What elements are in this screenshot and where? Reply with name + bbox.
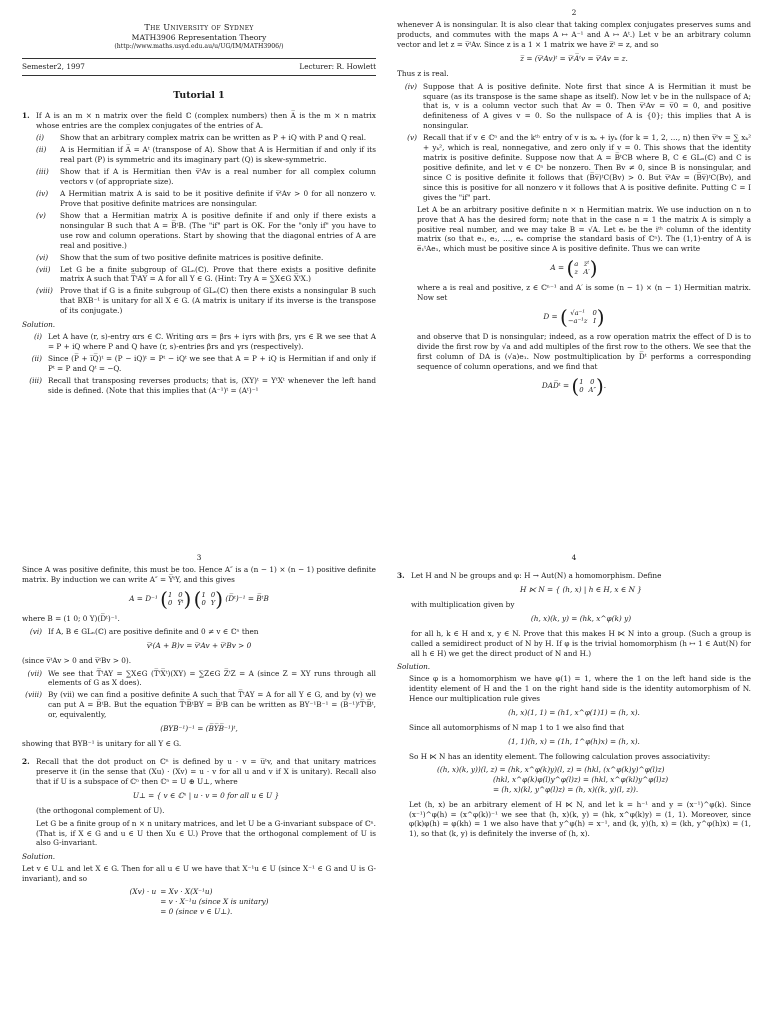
equation-lhs: DAD̅ᵗ = [541, 380, 570, 390]
semester-label: Semester2, 1997 [22, 61, 85, 71]
paragraph: Let G be a finite group of n × n unitary matrices, and let U be a G-invariant subspace of ℂⁿ. (That is, if X ∈ G and u ∈ U then Xu ∈ U.) Prove that the orthogonal complement of U is also G-invariant. [36, 818, 376, 848]
equation-line: = (h, x)(kl, y^φ(l)z) = (h, x)((k, y)(l, z)). [493, 784, 639, 794]
align-lhs [130, 907, 157, 917]
list-item [36, 189, 376, 209]
matrix-cell: I [593, 317, 596, 326]
equation: (BYB⁻¹)⁻¹ = (B̅Y̅B̅⁻¹)ᵗ, [160, 724, 238, 734]
matrix-cell: 0 [579, 385, 584, 394]
paragraph: (the orthogonal complement of U). [36, 805, 165, 815]
matrix-cell: Y [210, 598, 216, 607]
matrix-equation [22, 586, 376, 611]
page-number: 3 [196, 553, 202, 562]
question-2 [22, 757, 376, 848]
item-number: (viii) [36, 286, 53, 296]
page-number: 4 [571, 553, 577, 562]
list-item [22, 332, 376, 352]
equation: z̅ = (v̅ᵗAv)ᵗ = v̅ᵗA̅ᵗv = v̅ᵗAv = z. [520, 53, 628, 63]
item-number: (ii) [31, 353, 42, 363]
aligned-equations [22, 887, 376, 917]
list-item [36, 211, 376, 251]
matrix: ( √a⁻¹ 0 −a⁻¹z I ) [560, 305, 605, 330]
matrix: ( 1 0 0 A″ ) [571, 373, 604, 398]
page-2 [397, 8, 751, 508]
question-3 [397, 571, 751, 658]
matrix-cell: 0 [201, 598, 206, 607]
item-text: Suppose that A is positive definite. Note first that since A is Hermitian it must be square (as its transpose is the same shape as itself). Now let v be in the nullspace of A; that is, v is a column vector such that Av = 0. Then v̅ᵗAv = v̅0 = 0, and positive definiteness of A gives v = 0. So the nullspace of A is {0}; this implies that A is nonsingular. [423, 81, 751, 131]
equation: H ⋉ N = { (h, x) | h ∈ H, x ∈ N } [520, 584, 642, 594]
item-text: If A, B ∈ GLₙ(ℂ) are positive definite and 0 ≠ v ∈ ℂⁿ then [48, 626, 259, 636]
equation-lhs: D = [543, 312, 558, 322]
align-lhs [130, 897, 157, 907]
list-item [36, 265, 376, 285]
item-number: (iv) [36, 189, 49, 199]
question-intro: If A is an m × n matrix over the field ℂ (complex numbers) then A̅ is the m × n matrix whose entries are the complex conjugates of the entries of A. [36, 110, 376, 130]
equation-lhs: A = [550, 263, 565, 273]
align-rhs: = v · X⁻¹u (since X is unitary) [160, 897, 269, 907]
matrix-cell: 0 [592, 308, 597, 317]
matrix-equation-a [397, 256, 751, 281]
list-item [36, 133, 376, 143]
matrix-cell: 0 [178, 590, 183, 599]
paragraph: (since v̅ᵗAv > 0 and v̅ᵗBv > 0). [22, 655, 132, 665]
item-number: (iv) [404, 81, 417, 91]
question-1 [22, 111, 376, 317]
paragraph: Since all automorphisms of N map 1 to 1 we also find that [409, 723, 625, 733]
matrix-cell: z̅ᵗ [583, 260, 590, 269]
item-text: Let G be a finite subgroup of GLₙ(ℂ). Prove that there exists a positive definite matrix A such that T̅ᵗAY = A for all Y ∈ G. (Hint: Try A = ∑X∈G X̅ᵗX.) [60, 264, 376, 284]
item-text: Prove that if G is a finite subgroup of GLₙ(ℂ) then there exists a nonsingular B such that BXB⁻¹ is unitary for all X ∈ G. (A matrix is unitary if its inverse is the transpose of its conjugate.) [60, 286, 376, 316]
matrix-cell: 0 [590, 377, 595, 386]
matrix-cell: A″ [588, 385, 596, 394]
item-text: Since (P̅ + i̅Q̅)ᵗ = (P − iQ)ᵗ = Pᵗ − iQᵗ we see that A = P + iQ is Hermitian if and only if Pᵗ = P and Qᵗ = −Q. [48, 353, 376, 373]
item-number: (vii) [36, 264, 51, 274]
align-lhs: (Xv) · u [129, 887, 157, 897]
item-number: (vii) [27, 668, 42, 678]
page-4 [397, 553, 751, 1021]
paragraph: Since φ is a homomorphism we have φ(1) = 1, where the 1 on the left hand side is the identity element of H and the 1 on the right hand side is the identity automorphism of N. Hence our multiplication rule gives [409, 674, 751, 704]
paragraph: whenever A is nonsingular. It is also clear that taking complex conjugates preserves sums and products, and commutes with the maps A ↦ A⁻¹ and A ↦ Aᵗ.) Let v be an arbitrary column vector and let z = v̅ᵗAv. Since z is a 1 × 1 matrix we have z̅ᵗ = z, and so [397, 20, 751, 49]
university-name: The University of Sydney [144, 22, 254, 32]
solution-items [22, 332, 376, 396]
question-number: 1. [22, 110, 30, 120]
item-text: A is Hermitian if A̅ = Aᵗ (transpose of A). Show that A is Hermitian if and only if its real part (P) is symmetric and its imaginary part (Q) is skew-symmetric. [60, 145, 376, 165]
equation: v̅ᵗ(A + B)v = v̅ᵗAv + v̅ᵗBv > 0 [146, 640, 252, 650]
course-title: MATH3906 Representation Theory [131, 33, 267, 43]
item-text: We see that T̅ᵗAY = ∑X∈G (T̅ᵗX̅ᵗ)(XY) = ∑Z∈G Z̅ᵗZ = A (since Z = XY runs through all elements of G as X does). [48, 668, 376, 688]
align-rhs: = Xv · X(X⁻¹u) [160, 887, 213, 897]
solution-heading: Solution. [22, 320, 56, 330]
item-text: Let A have (r, s)-entry αrs ∈ ℂ. Writing αrs = βrs + iγrs with βrs, γrs ∈ ℝ we see that A = P + iQ where P and Q have (r, s)-entries βrs and γrs (respectively). [48, 332, 376, 351]
list-item [22, 669, 376, 689]
item-number: (iii) [36, 167, 49, 177]
item-number: (ii) [36, 145, 47, 155]
paragraph: Since A was positive definite, this must be too. Hence A″ is a (n − 1) × (n − 1) positive definite matrix. By induction we can write A″ = Y̅ᵗY, and this gives [22, 565, 376, 584]
equation-line: ((h, x)(k, y))(l, z) = (hk, x^φ(k)y)(l, z) = (hkl, (x^φ(k)y)^φ(l)z) [437, 764, 665, 774]
solution-heading: Solution. [22, 852, 56, 862]
item-text: Show that a Hermitian matrix A is positive definite if and only if there exists a nonsingular B such that A = B̅ᵗB. (The "if" part is OK. For the "only if" you have to use row and column operations. Start by showing that the diagonal entries of A are real and positive.) [60, 210, 376, 250]
associativity-equations [397, 765, 751, 795]
paragraph: where B = (1 0; 0 Y)(D̅ᵗ)⁻¹. [22, 613, 120, 623]
item-number: (vi) [29, 626, 42, 636]
item-text: A Hermitian matrix A is said to be it positive definite if v̅ᵗAv > 0 for all nonzero v. Prove that positive definite matrices are nonsingular. [60, 189, 376, 208]
align-rhs: = 0 (since v ∈ U⊥). [160, 906, 233, 916]
question-text: Let H and N be groups and φ: H → Aut(N) a homomorphism. Define [411, 571, 662, 580]
matrix-equation-dad [397, 373, 751, 398]
list-item [36, 253, 376, 263]
item-number: (viii) [25, 690, 42, 700]
matrix-cell: 0 [167, 598, 173, 607]
matrix-cell: A′ [583, 268, 590, 277]
matrix: ( a z̅ᵗ z A′ ) [566, 256, 598, 281]
list-item [36, 167, 376, 187]
matrix-equation-d [397, 305, 751, 330]
equation-tail: . [603, 380, 607, 390]
paragraph: Thus z is real. [397, 68, 449, 78]
item-number: (v) [36, 210, 46, 220]
matrix-cell: 0 [210, 590, 216, 599]
equation: U⊥ = { v ∈ ℂⁿ | u · v = 0 for all u ∈ U } [132, 790, 280, 800]
equation-lhs: A = D⁻¹ [129, 593, 158, 603]
matrix: ( 1 0 0 Y ) [193, 586, 224, 611]
item-number: (i) [33, 332, 42, 342]
matrix-cell: 1 [167, 590, 173, 599]
solution-heading: Solution. [397, 662, 431, 672]
equation: (h, x)(1, 1) = (h1, x^φ(1)1) = (h, x). [508, 708, 640, 718]
list-item [22, 627, 376, 637]
page-header [22, 22, 376, 52]
matrix-cell: a [574, 260, 579, 269]
list-item [22, 376, 376, 396]
equation: (h, x)(k, y) = (hk, x^φ(k) y) [530, 613, 632, 623]
question-number: 2. [22, 756, 30, 766]
page-1 [22, 8, 376, 508]
list-item [397, 82, 751, 132]
question-text: Recall that the dot product on ℂⁿ is defined by u · v = u̅ᵗv, and that unitary matrices preserve it (in the sense that (Xu) · (Xv) = u · v for all u and v if X is unitary). Recall also that if U is a subspace of ℂⁿ then ℂⁿ = U ⊕ U⊥, where [36, 756, 376, 786]
list-item [36, 145, 376, 165]
matrix-cell: z [574, 268, 579, 277]
course-url: (http://www.maths.usyd.edu.au/u/UG/IM/MATH3906/) [114, 43, 284, 51]
matrix: ( 1 0 0 Y̅ᵗ ) [160, 586, 192, 611]
item-text: By (vii) we can find a positive definite A such that T̅ᵗAY = A for all Y ∈ G, and by (v) we can put A = B̅ᵗB. But the equation T̅ᵗB̅ᵗBY = B̅ᵗB can be written as BY⁻¹B⁻¹ = (B̅⁻¹)ᵗT̅ᵗB̅ᵗ, or, equivalently, [48, 690, 376, 720]
item-text: Show that if A is Hermitian then v̅ᵗAv is a real number for all complex column vectors v (of appropriate size). [60, 167, 376, 187]
page-number: 2 [571, 8, 577, 17]
item-number: (i) [36, 133, 45, 143]
item-number: (v) [407, 133, 417, 143]
question-number: 3. [397, 571, 405, 580]
paragraph: where a is real and positive, z ∈ ℂⁿ⁻¹ and A′ is some (n − 1) × (n − 1) Hermitian matrix. Now set [417, 283, 751, 303]
paragraph: So H ⋉ N has an identity element. The following calculation proves associativity: [409, 751, 711, 761]
matrix-cell: −a⁻¹z [567, 317, 588, 326]
list-item [36, 286, 376, 316]
paragraph: Let (h, x) be an arbitrary element of H ⋉ N, and let k = h⁻¹ and y = (x⁻¹)^φ(k). Since (x⁻¹)^φ(h) = (x^φ(k))⁻¹ we see that (h, x)(k, y) = (hk, x^φ(k)y) = (1, 1). Moreover, since φ(k)φ(h) = φ(kh) = 1 we also have that y^φ(h) = x⁻¹, and (k, y)(h, x) = (kh, y^φ(h)x) = (1, 1), so that (k, y) is definitely the inverse of (h, x). [409, 799, 751, 839]
page-3 [22, 553, 376, 1021]
equation: (1, 1)(h, x) = (1h, 1^φ(h)x) = (h, x). [508, 736, 640, 746]
paragraph: with multiplication given by [411, 599, 515, 609]
item-text: Show that an arbitrary complex matrix can be written as P + iQ with P and Q real. [60, 133, 367, 143]
question-items [36, 133, 376, 316]
paragraph: showing that BYB⁻¹ is unitary for all Y ∈ G. [22, 739, 182, 749]
matrix-cell: √a⁻¹ [570, 308, 585, 317]
paragraph: Let A be an arbitrary positive definite n × n Hermitian matrix. We use induction on n to prove that A has the desired form; note that in the case n = 1 the matrix A is simply a positive real number, and we may take B = √A. Let eᵢ be the iᵗʰ column of the identity matrix (so that e₁, e₂, …, eₙ comprise the standard basis of ℂⁿ). The (1,1)-entry of A is e̅₁ᵗAe₁, which must be positive since A is positive definite. Thus we can write [417, 204, 751, 254]
matrix-cell: 1 [579, 377, 584, 386]
paragraph: for all h, k ∈ H and x, y ∈ N. Prove that this makes H ⋉ N into a group. (Such a group is called a semidirect product of N by H. If φ is the trivial homomorphism (h ↦ 1 ∈ Aut(N) for all h ∈ H) we get the direct product of N and H.) [411, 628, 751, 658]
item-number: (vi) [36, 252, 49, 262]
page-title: Tutorial 1 [173, 89, 225, 101]
equation-rhs: (D̅ᵗ)⁻¹ = B̅ᵗB [225, 593, 269, 603]
item-text: Recall that transposing reverses products; that is, (XY)ᵗ = YᵗXᵗ whenever the left hand side is defined. (Note that this implies that (A⁻¹)ᵗ = (Aᵗ)⁻¹ [48, 375, 376, 395]
matrix-cell: Y̅ᵗ [177, 598, 184, 607]
item-text: Recall that if v ∈ ℂⁿ and the kᵗʰ entry of v is xₖ + iyₖ (for k = 1, 2, …, n) then v̅ᵗv = ∑ xₖ² + yₖ², which is real, nonnegative, and zero only if v = 0. This shows that the identity matrix is positive definite. Suppose now that A = B̅ᵗCB where B, C ∈ GLₙ(ℂ) and C is positive definite, and let v ∈ ℂⁿ be nonzero. Then Bv ≠ 0, since B is nonsingular, and since C is positive definite it follows that (B̅v̅)ᵗC(Bv) > 0. But v̅ᵗAv = (B̅v̅)ᵗC(Bv), and since this is positive for all nonzero v it follows that A is positive definite. Putting C = I gives the "if" part. [423, 133, 751, 202]
paragraph: Let v ∈ U⊥ and let X ∈ G. Then for all u ∈ U we have that X⁻¹u ∈ U (since X⁻¹ ∈ G and U is G-invariant), and so [22, 864, 376, 884]
paragraph: and observe that D is nonsingular; indeed, as a row operation matrix the effect of D is to divide the first row by √a and add multiples of the first row to the others. We see that the first column of DA is (√a)e₁. Now postmultiplication by D̅ᵗ performs a corresponding sequence of column operations, and we find that [417, 332, 751, 371]
matrix-cell: 1 [201, 590, 206, 599]
semester-row [22, 58, 376, 76]
lecturer-label: Lecturer: R. Howlett [299, 61, 376, 71]
list-item [22, 690, 376, 720]
list-item [22, 354, 376, 374]
list-item [397, 133, 751, 202]
equation-line: (hkl, x^φ(k)φ(l)y^φ(l)z) = (hkl, x^φ(kl)y^φ(l)z) [493, 774, 669, 784]
item-text: Show that the sum of two positive definite matrices is positive definite. [60, 252, 324, 262]
item-number: (iii) [29, 375, 42, 385]
